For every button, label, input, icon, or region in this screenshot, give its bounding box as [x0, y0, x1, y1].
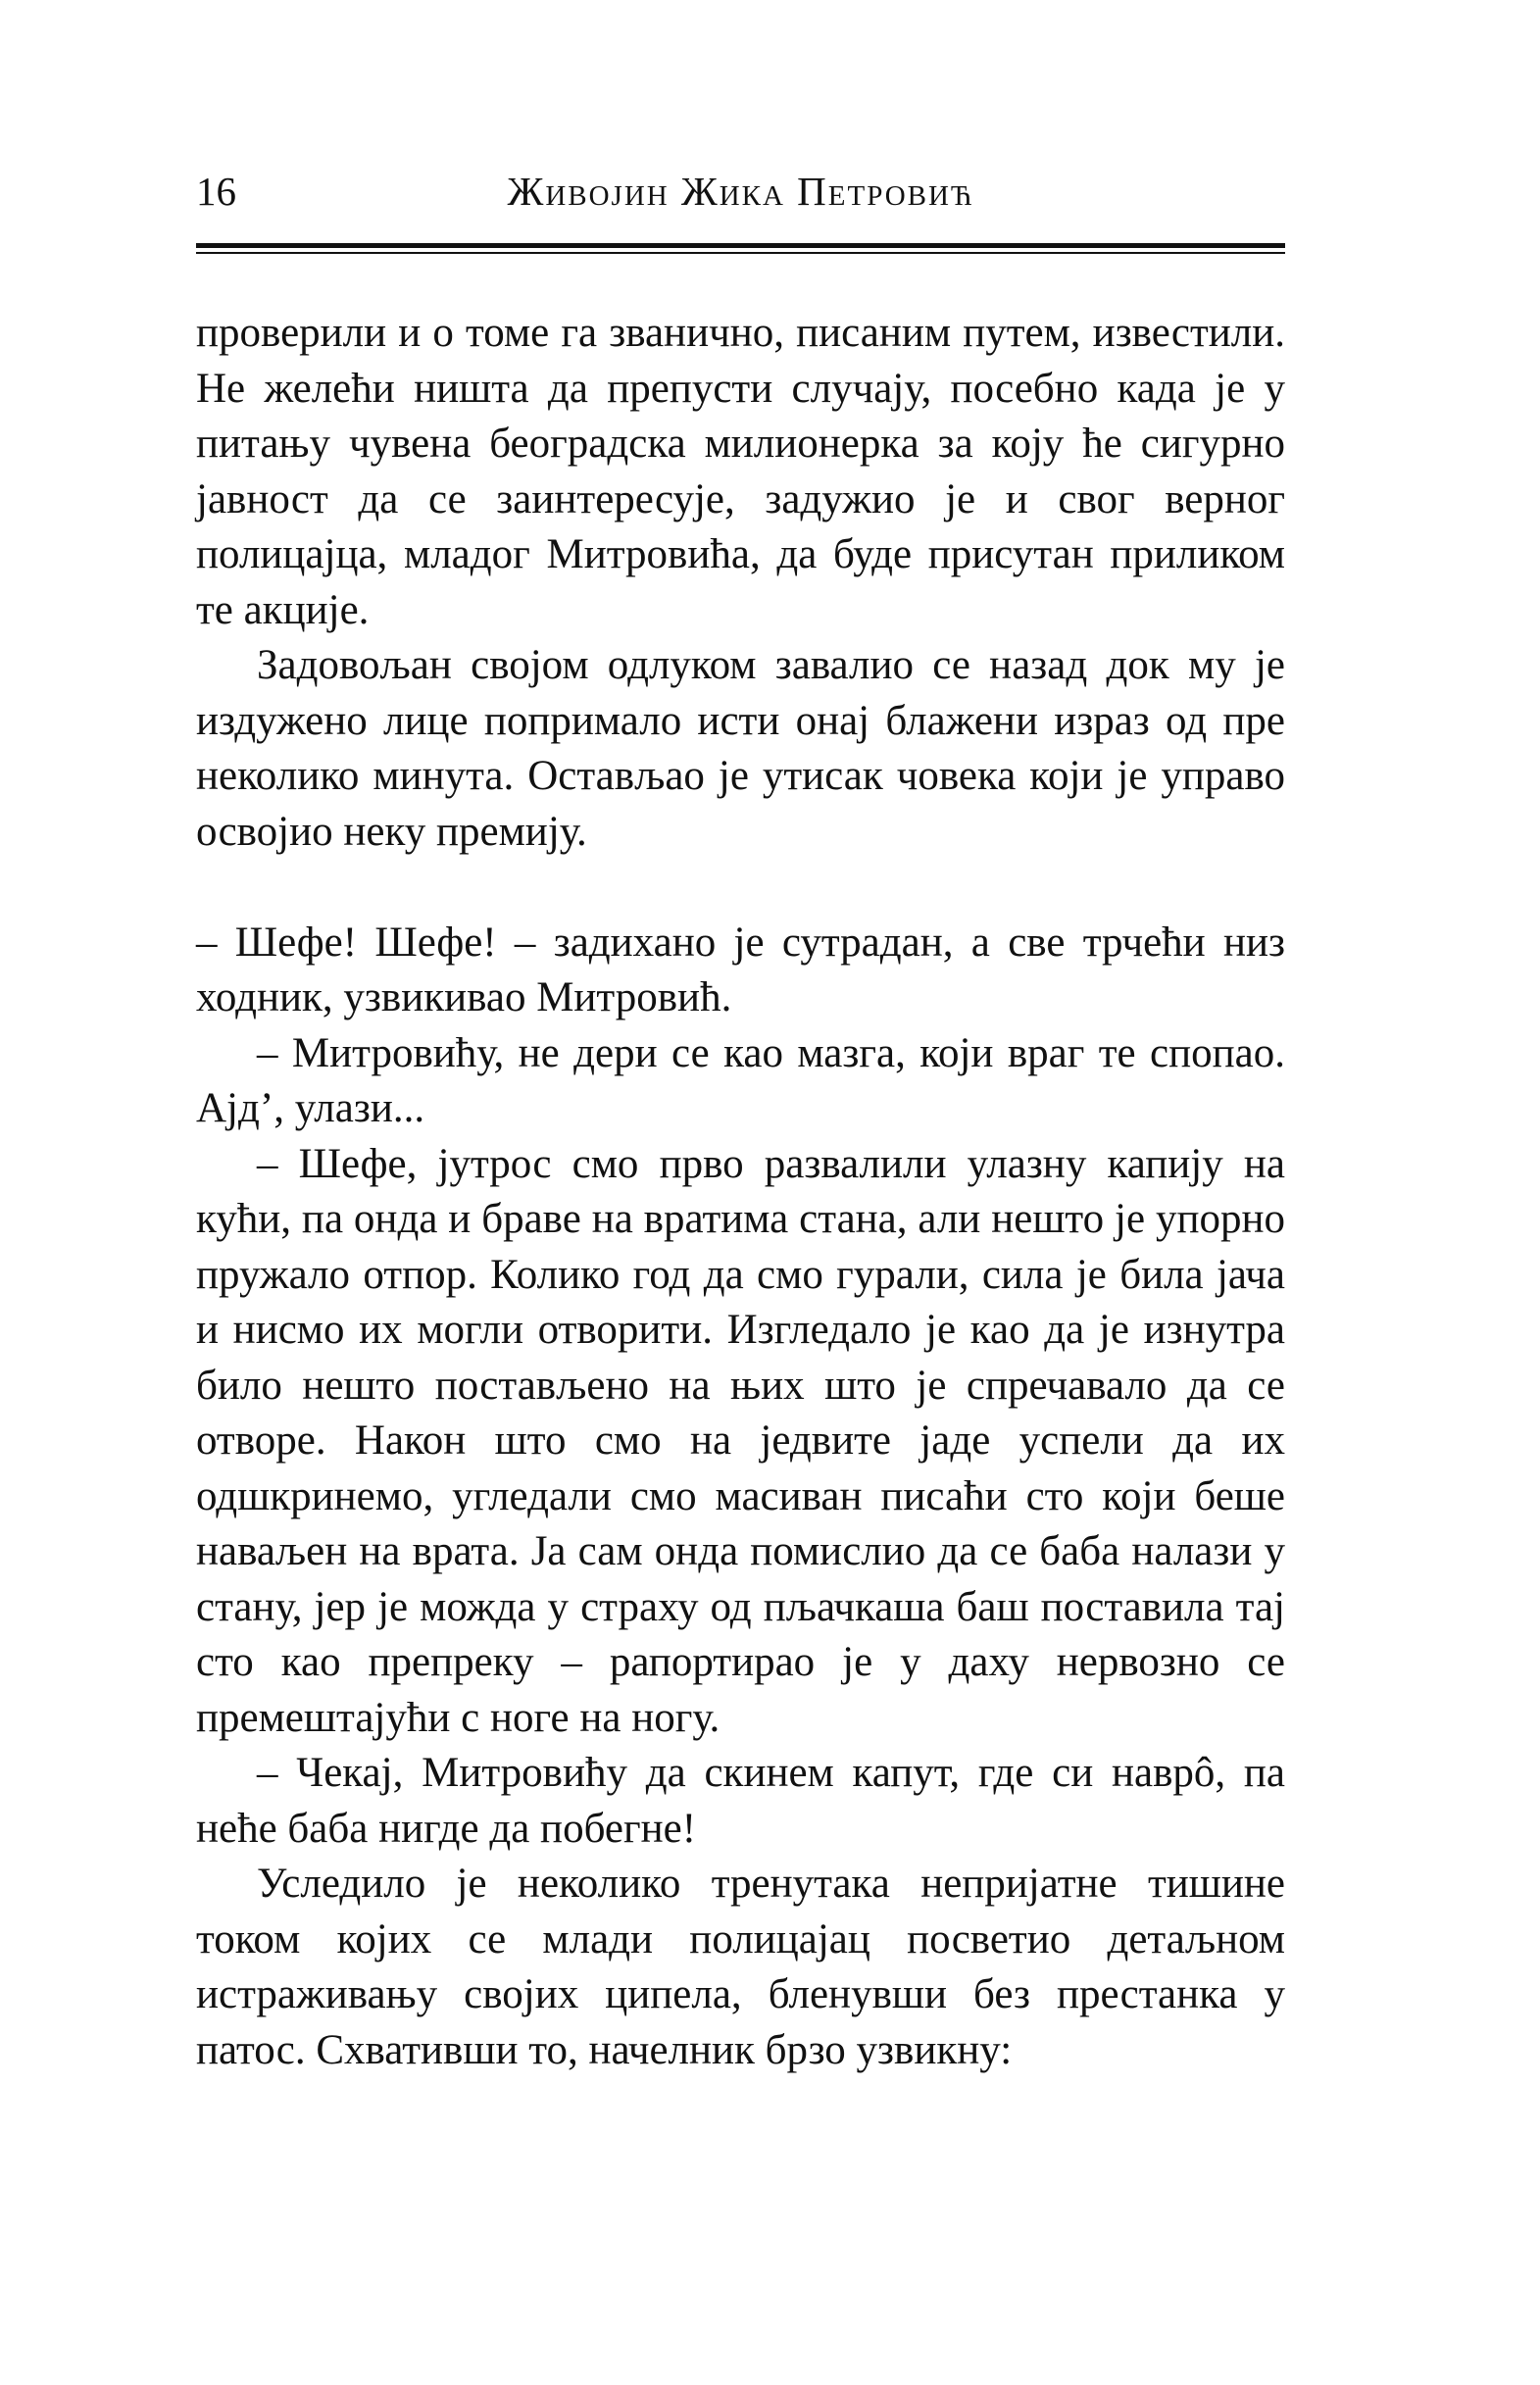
paragraph-1: проверили и о томе га званично, писаним путем, известили. Не желећи ништа да препусти случају, посебно када је у питању чувена београдска милионерка за коју ће сигурно јавност да се заинтересује, задужио је и свог верног полицајца, младог Митровића, да буде присутан приликом те акције. [196, 310, 1285, 633]
header-rule [196, 243, 1285, 254]
paragraph-4: – Митровићу, не дери се као мазга, који враг те спопао. Ајд’, улази... [196, 1029, 1285, 1131]
paragraph-6: – Чекај, Митровићу да скинем капут, где си наврô, па неће баба нигде да побегне! [196, 1750, 1285, 1852]
paragraph-7: Уследило је неколико тренутака непријатне тишине током којих се млади полицајац посветио детаљном истраживању својих ципела, бленувши без престанка у патос. Схвативши то, начелник брзо узвикну: [196, 1861, 1285, 2073]
paragraph-5: – Шефе, јутрос смо прво развалили улазну капију на кући, па онда и браве на вратима стана, али нешто је упорно пружало отпор. Колико год да смо гурали, сила је била јача и нисмо их могли отворити. Изгледало је као да је изнутра било нешто постављено на њих што је спречавало да се отворе. Након што смо на једвите јаде успели да их одшкринемо, угледали смо масиван писаћи сто који беше наваљен на врата. Ја сам онда помислио да се баба налази у стану, јер је можда у страху од пљачкаша баш поставила тај сто као препреку – рапортирао је у даху нервозно се премештајући с ноге на ногу. [196, 1140, 1285, 1741]
book-page [196, 0, 1285, 2385]
paragraph-3: – Шефе! Шефе! – задихано је сутрадан, а све трчећи низ ходник, узвикивао Митровић. [196, 919, 1285, 1020]
page-header [196, 162, 1285, 221]
paragraph-2: Задовољан својом одлуком завалио се назад док му је издужено лице попримало исти онај блажени израз од пре неколико минута. Остављао је утисак човека који је управо освојио неку премију. [196, 642, 1285, 855]
running-title: Живојин Жика Петровић [507, 169, 974, 214]
page-number: 16 [196, 169, 236, 214]
body-text [196, 306, 1285, 2078]
